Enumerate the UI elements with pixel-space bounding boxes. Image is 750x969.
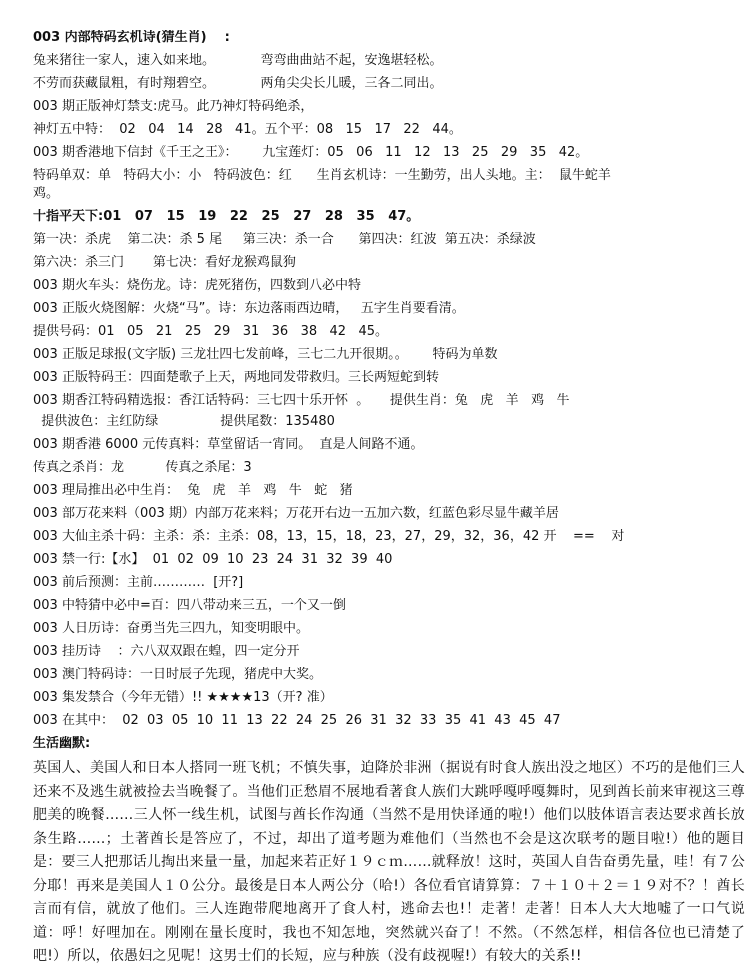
- line-23: 003 大仙主杀十码：主杀：杀：主杀：08，13，15，18，23，27，29，32，36，42 开 == 对: [33, 529, 625, 544]
- line-30: 003 集发禁合（今年无错）!! ★★★★13（开? 准）: [33, 690, 333, 705]
- line-27: 003 人日历诗：奋勇当先三四九，知变明眼中。: [33, 621, 309, 636]
- line-17: 003 期香江特码精选报：香江话特码：三七四十乐开怀 。 提供生肖：兔 虎 羊 鸡 牛: [33, 393, 570, 408]
- line-11: 第六决：杀三门 第七决：看好龙猴鸡鼠狗: [33, 255, 296, 270]
- line-14: 提供号码：01 05 21 25 29 31 36 38 42 45。: [33, 324, 388, 339]
- line-1: 003 内部特码玄机诗(猜生肖) :: [33, 30, 230, 45]
- line-25: 003 前后预测：主前………… [开?]: [33, 575, 244, 590]
- line-5: 神灯五中特： 02 04 14 28 41。五个平：08 15 17 22 44。: [33, 122, 462, 137]
- line-13: 003 正版火烧图解：火烧“马”。诗：东边落雨西边晴， 五字生肖要看清。: [33, 301, 465, 316]
- line-4: 003 期正版神灯禁支:虎马。此乃神灯特码绝杀，: [33, 99, 314, 114]
- line-31: 003 在其中： 02 03 05 10 11 13 22 24 25 26 31 32 33 35 41 43 45 47: [33, 713, 561, 728]
- line-21: 003 理局推出必中生肖： 兔 虎 羊 鸡 牛 蛇 猪: [33, 483, 353, 498]
- humor-title: 生活幽默:: [33, 736, 91, 751]
- line-28: 003 挂历诗 ：六八双双跟在蝗，四一定分开: [33, 644, 300, 659]
- line-15: 003 正版足球报(文字版) 三龙壮四七发前峰，三七二九开很期。。 特码为单数: [33, 347, 498, 362]
- line-26: 003 中特猜中必中=百：四八带动来三五，一个又一倒: [33, 598, 346, 613]
- line-12: 003 期火车头：烧伤龙。诗：虎死猪伤，四数到八必中特: [33, 278, 361, 293]
- line-6: 003 期香港地下信封《千王之王》： 九宝莲灯：05 06 11 12 13 25 29 35 42。: [33, 145, 589, 160]
- line-16: 003 正版特码王：四面楚歌子上天，两地同发带救归。三长两短蛇到转: [33, 370, 439, 385]
- line-3: 不劳而获藏鼠粗，有时翔碧空。 两角尖尖长儿暖，三各二同出。: [33, 76, 443, 91]
- line-8: 鸡。: [33, 186, 60, 201]
- line-9: 十指平天下:01 07 15 19 22 25 27 28 35 47。: [33, 209, 420, 224]
- line-22: 003 部万花来料（003 期）内部万花来料；万花开右边一五加六数，红蓝色彩尽显牛藏羊居: [33, 506, 559, 521]
- line-24: 003 禁一行:【水】 01 02 09 10 23 24 31 32 39 40: [33, 552, 393, 567]
- line-10: 第一决：杀虎 第二决：杀 5 尾 第三决：杀一合 第四决：红波 第五决：杀绿波: [33, 232, 536, 247]
- line-18: 提供波色：主红防绿 提供尾数：135480: [33, 414, 335, 429]
- line-19: 003 期香港 6000 元传真料：草堂留话一宵同。 直是人间路不通。: [33, 437, 424, 452]
- humor-paragraph: 英国人、美国人和日本人搭同一班飞机；不慎失事，迫降於非洲（据说有时食人族出没之地区）不巧的是他们三人还来不及逃生就被捡去当晚餐了。当他们正愁眉不展地看著食人族们大跳呼嘎呼嘎舞时，见到酋长前来审视这三尊肥美的晚餐……三人怀一线生机，试图与酋长作沟通（当然不是用快译通的啦!）他们以肢体语言表达要求酋长放条生路……；土著酋长是答应了，不过，却出了道考题为难他们（当然也不会是这次联考的题目啦!）他的题目是：要三人把那话儿掏出来量一量，加起来若正好１９ｃｍ……就释放！这时，英国人自告奋勇先量，哇！有７公分耶！再来是美国人１０公分。最後是日本人两公分（哈!）各位看官请算算：７＋１０＋２＝１９对不？！酋长言而有信，就放了他们。三人连跑带爬地离开了食人村，逃命去也!！走著！走著！日本人大大地嘘了一口气说道：呼！好哩加在。刚刚在量长度时，我也不知怎地，突然就兴奋了！不然。（不然怎样，相信各位也已清楚了吧!）所以，依愚妇之见呢！这男士们的长短，应与种族（没有歧视喔!）有较大的关系!!: [33, 760, 745, 964]
- line-29: 003 澳门特码诗：一日时辰子先现，猪虎中大奖。: [33, 667, 322, 682]
- line-20: 传真之杀肖：龙 传真之杀尾：3: [33, 460, 252, 475]
- line-7: 特码单双：单 特码大小：小 特码波色：红 生肖玄机诗：一生勤劳，出人头地。主： 鼠牛蛇羊: [33, 168, 611, 183]
- line-2: 兔来猪往一家人，速入如来地。 弯弯曲曲站不起，安逸堪轻松。: [33, 53, 443, 68]
